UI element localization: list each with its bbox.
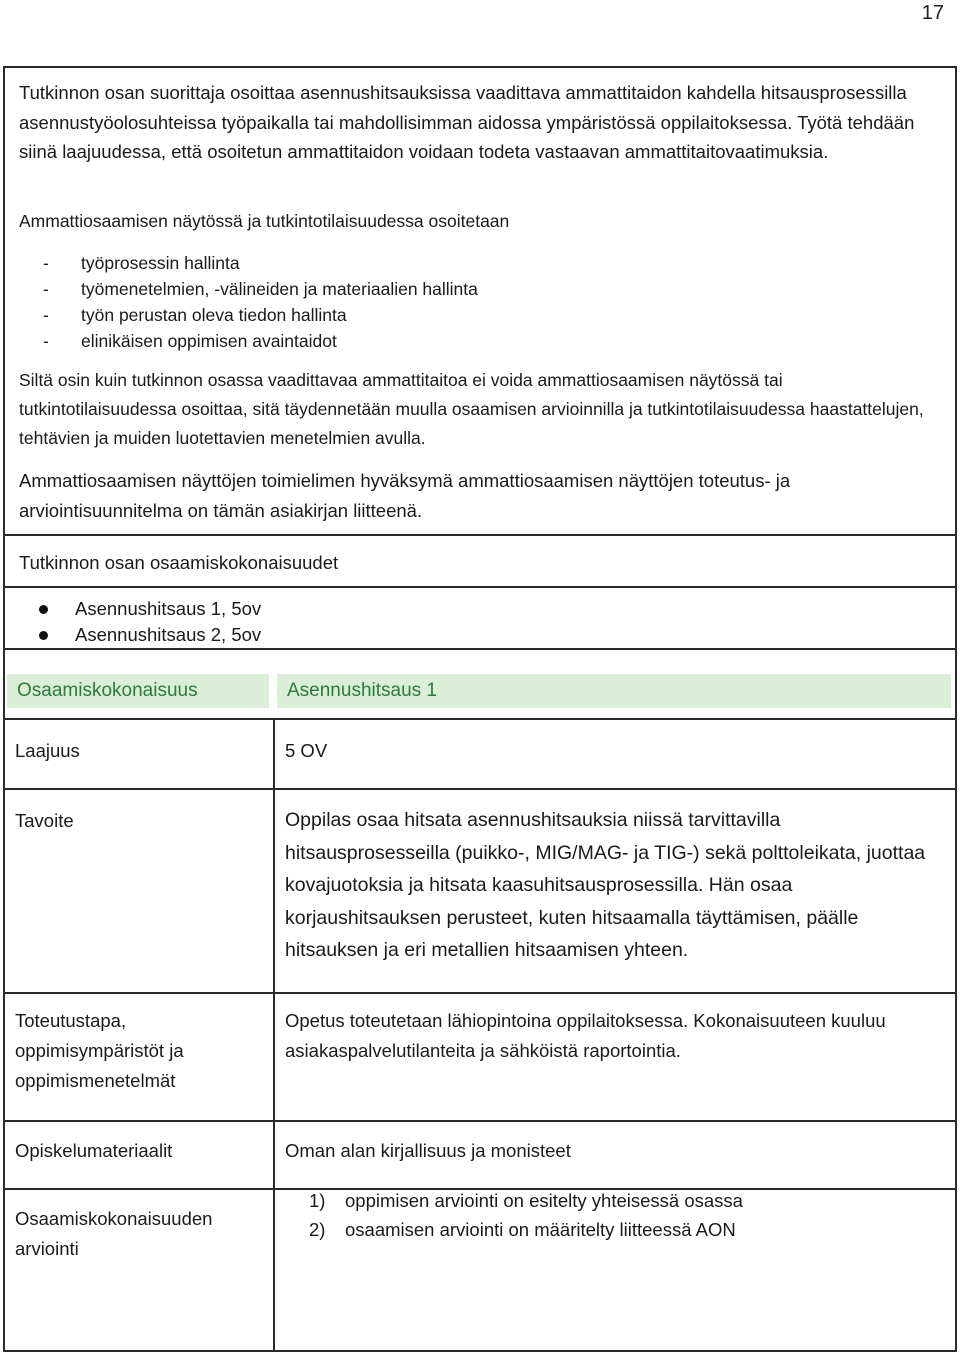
intro-paragraph-2: Ammattiosaamisen näytössä ja tutkintotilaisuudessa osoitetaan [19,211,510,231]
column-divider [273,1120,275,1188]
column-divider [273,718,275,788]
divider [5,718,955,720]
list-item: - elinikäisen oppimisen avaintaidot [43,331,337,351]
assessment-list [275,1186,941,1244]
intro-paragraph-4: Ammattiosaamisen näyttöjen toimielimen hyväksymä ammattiosaamisen näyttöjen toteutus- ja arviointisuunnitelma on tämän asiakirjan liitteenä. [19,470,791,521]
intro-paragraph-1: Tutkinnon osan suorittaja osoittaa asennushitsauksissa vaadittava ammattitaidon kahdella hitsausprosessilla asennustyöolosuhteissa työpaikalla tai mahdollisimman aidossa ympäristössä oppilaitoksessa. Työtä tehdään siinä laajuudessa, että osoitetun ammattitaidon voidaan todeta vastaavan ammattitaitovaatimuksia. [19,82,915,162]
list-item: - työmenetelmien, -välineiden ja materiaalien hallinta [43,279,478,299]
document-frame [3,66,957,1352]
goal-value: Oppilas osaa hitsata asennushitsauksia niissä tarvittavilla hitsausprosesseilla (puikko-, MIG/MAG- ja TIG-) sekä polttoleikata, juottaa kovajuotoksia ja hitsata kaasuhitsausprosessilla. Hän osaa korjaushitsauksen perusteet, kuten hitsaamalla täyttämisen, päälle hitsauksen ja eri metallien hitsaamisen yhteen. [285,809,926,961]
divider [5,992,955,994]
page-number: 17 [921,2,944,24]
table-header-value: Asennushitsaus 1 [277,674,951,708]
goal-label: Tavoite [15,810,74,831]
divider [5,648,955,650]
list-item: Asennushitsaus 2, 5ov [5,622,941,648]
list-item: 1) oppimisen arviointi on esitelty yhteisessä osassa [309,1190,743,1211]
scope-value: 5 OV [285,740,328,761]
intro-paragraph-3: Siltä osin kuin tutkinnon osassa vaadittavaa ammattitaitoa ei voida ammattiosaamisen näytössä tai tutkintotilaisuudessa osoittaa, sitä täydennetään muulla osaamisen arvioinnilla ja tutkintotilaisuudessa haastattelujen, tehtävien ja muiden luotettavien menetelmien avulla. [19,370,924,448]
scope-label: Laajuus [15,740,80,761]
list-item: 2) osaamisen arviointi on määritelty liitteessä AON [309,1219,736,1240]
method-label: Toteutustapa, oppimisympäristöt ja oppimismenetelmät [15,1010,184,1091]
section-heading: Tutkinnon osan osaamiskokonaisuudet [19,552,339,573]
divider [5,586,955,588]
bullet-list [5,596,941,648]
column-divider [273,992,275,1120]
divider [5,1120,955,1122]
bullet-icon [39,605,48,614]
materials-label: Opiskelumateriaalit [15,1140,173,1161]
column-divider [273,788,275,992]
materials-value: Oman alan kirjallisuus ja monisteet [285,1140,571,1161]
list-item: - työprosessin hallinta [43,253,240,273]
method-value: Opetus toteutetaan lähiopintoina oppilaitoksessa. Kokonaisuuteen kuuluu asiakaspalvelutilanteita ja sähköistä raportointia. [285,1010,886,1061]
bullet-icon [39,631,48,640]
table-header-label: Osaamiskokonaisuus [7,674,269,708]
assessment-label: Osaamiskokonaisuuden arviointi [15,1208,213,1259]
list-item: - työn perustan oleva tiedon hallinta [43,305,347,325]
divider [5,534,955,536]
divider [5,788,955,790]
list-item: Asennushitsaus 1, 5ov [5,596,941,622]
dash-list [19,250,941,354]
